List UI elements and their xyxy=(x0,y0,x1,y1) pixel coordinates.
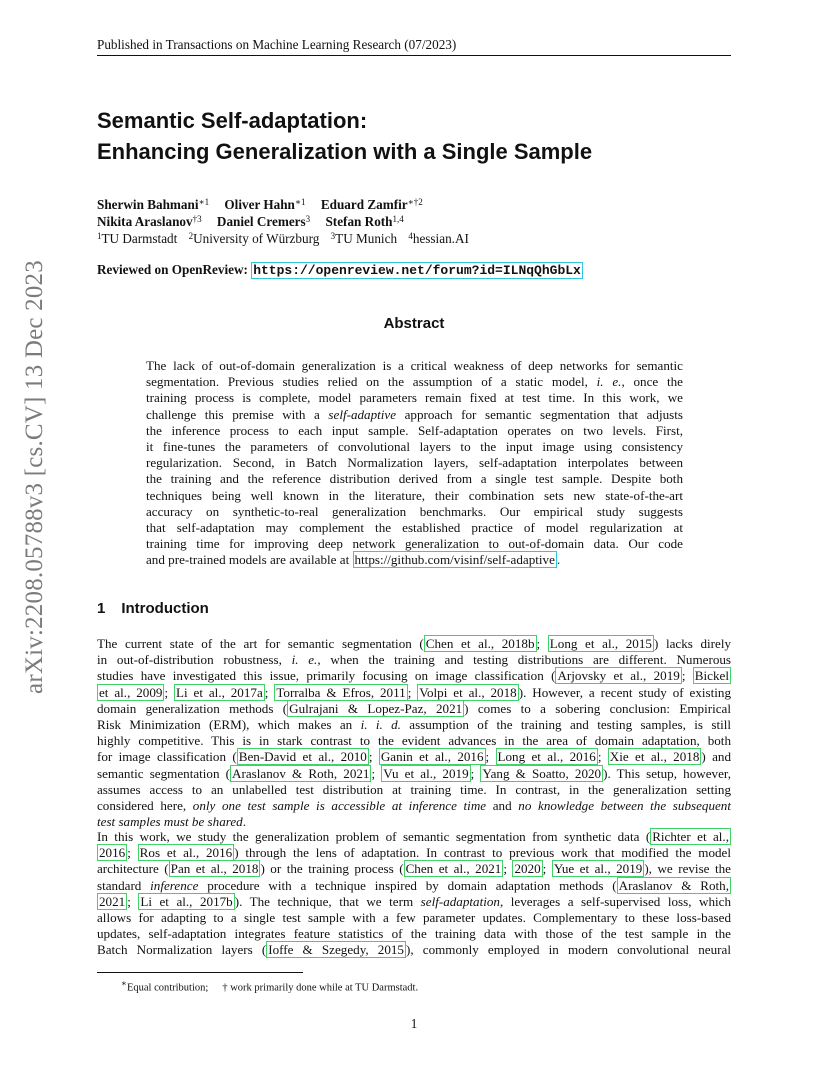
citation-link[interactable]: Volpi et al., 2018 xyxy=(419,684,517,700)
author-affiliation-mark: 1,4 xyxy=(392,214,404,224)
abstract-line: the training and the reference distribution derived from a single test sample. Despite both xyxy=(146,471,683,487)
author-affiliation-mark: ∗1 xyxy=(294,197,306,207)
abstract-line: regularization. Second, in Batch Normalization layers, self-adaptation interpolates between xyxy=(146,455,683,471)
text-run: studies have investigated this issue, primarily focusing on image classification ( xyxy=(97,668,556,684)
text-run: ) lacks direly xyxy=(653,636,732,651)
arxiv-sidebar xyxy=(19,260,52,694)
affiliation-mark: 4 xyxy=(408,231,413,241)
text-run: . xyxy=(242,814,247,830)
text-run: assumption of the training and testing samples, is still xyxy=(409,717,731,733)
abstract-heading: Abstract xyxy=(383,315,445,332)
citation-link[interactable]: Araslanov & Roth, 2021 xyxy=(232,765,370,781)
abstract-line: techniques being well known in the literature, their combination sets new state-of-the-art xyxy=(146,487,683,503)
author-name: Stefan Roth xyxy=(325,214,393,229)
author xyxy=(97,197,209,212)
citation-link[interactable]: Arjovsky et al., 2019 xyxy=(557,668,680,684)
text-run: ; xyxy=(681,668,693,684)
text-run: and pre-trained models are available at xyxy=(146,552,350,568)
text-run: ) or the training process ( xyxy=(260,861,404,877)
text-line xyxy=(97,701,731,717)
text-run: challenge this premise with a xyxy=(146,406,320,422)
author xyxy=(321,197,423,212)
affiliation-mark: 1 xyxy=(97,231,102,241)
affiliation xyxy=(189,231,320,246)
citation-link[interactable]: Long et al., 2016 xyxy=(497,749,596,765)
citation-link[interactable]: Ganin et al., 2016 xyxy=(380,749,484,765)
citation-link[interactable]: Chen et al., 2018b xyxy=(425,636,535,651)
text-line xyxy=(97,636,731,652)
text-run: , leverages a self-supervised loss, which xyxy=(499,893,731,909)
text-run: ). This setup, however, xyxy=(603,765,731,781)
affiliations xyxy=(97,230,731,247)
text-run: and xyxy=(492,798,512,814)
citation-link[interactable]: Araslanov & Roth, xyxy=(618,877,729,893)
author xyxy=(224,197,305,212)
citation-link[interactable]: Pan et al., 2018 xyxy=(170,861,259,877)
text-run: ; xyxy=(485,749,496,765)
italic-text: self-adaptive xyxy=(328,406,397,422)
author-name: Oliver Hahn xyxy=(224,197,295,212)
citation-link[interactable]: Bickel xyxy=(694,668,729,684)
review-line xyxy=(97,262,583,278)
text-run: for image classification ( xyxy=(97,749,237,765)
author-name: Nikita Araslanov xyxy=(97,214,193,229)
text-run: , once the xyxy=(621,374,683,390)
openreview-link[interactable]: https://openreview.net/forum?id=ILNqQhGbLx xyxy=(253,263,581,278)
footnote xyxy=(121,978,418,994)
text-line xyxy=(97,829,731,845)
citation-link[interactable]: 2021 xyxy=(99,893,126,909)
affiliation xyxy=(408,231,469,246)
italic-text: self-adaptation xyxy=(420,893,500,909)
text-line xyxy=(97,798,731,814)
text-line xyxy=(97,766,731,782)
text-run: ) comes to a sobering conclusion: Empirical xyxy=(464,700,731,716)
text-line: updates, self-adaptation integrates feature statistics of the training data with those of the test sample in the xyxy=(97,926,731,942)
italic-text: inference xyxy=(150,877,199,893)
affiliation-mark: 3 xyxy=(330,231,336,241)
text-run: ). However, a recent study of existing xyxy=(518,684,731,700)
footnote-mark: ∗ xyxy=(121,978,127,988)
abstract-body xyxy=(146,358,683,569)
affiliation-name: University of Würzburg xyxy=(193,231,320,246)
paper-title xyxy=(97,105,731,167)
code-repo-link[interactable]: https://github.com/visinf/self-adaptive xyxy=(354,552,555,568)
text-run: procedure with a technique inspired by domain adaptation methods ( xyxy=(207,877,617,893)
author-affiliation-mark: ∗1 xyxy=(198,197,210,207)
affiliation xyxy=(97,231,177,246)
text-run: segmentation. Previous studies relied on the assumption of a static model, xyxy=(146,374,588,390)
text-run: The current state of the art for semantic segmentation ( xyxy=(97,636,424,651)
abstract-line: the inference process to each input sample. Self-adaptation operates on two levels. First, xyxy=(146,422,683,438)
affiliation-name: TU Munich xyxy=(335,231,398,246)
text-run: ), we revise the xyxy=(644,861,731,877)
text-line xyxy=(97,894,731,910)
abstract-line xyxy=(146,407,683,423)
affiliation xyxy=(331,231,397,246)
text-line xyxy=(97,749,731,765)
text-run: ; xyxy=(164,684,174,700)
author-block xyxy=(97,196,731,247)
text-line xyxy=(97,814,731,830)
abstract-line xyxy=(146,552,683,568)
citation-link[interactable]: Ioffe & Szegedy, 2015 xyxy=(268,942,404,958)
text-run: ). The technique, that we term xyxy=(234,893,414,909)
italic-text: test samples must be shared xyxy=(97,814,243,830)
citation-link[interactable]: Ros et al., 2016 xyxy=(139,845,233,861)
footnote-text: Equal contribution; xyxy=(126,982,209,994)
text-run: . xyxy=(556,552,561,568)
text-line xyxy=(97,668,731,684)
text-line xyxy=(97,717,731,733)
citation-link[interactable]: Long et al., 2015 xyxy=(549,636,652,651)
author-affiliation-mark: ∗†2 xyxy=(407,197,423,207)
author-row-1 xyxy=(97,196,731,213)
header-rule xyxy=(97,55,731,56)
citation-link[interactable]: Li et al., 2017b xyxy=(140,893,233,909)
text-run: ; xyxy=(368,749,379,765)
text-line xyxy=(97,685,731,701)
author-name: Eduard Zamfir xyxy=(320,197,408,212)
text-run: semantic segmentation ( xyxy=(97,765,231,781)
italic-text: no knowledge between the subsequent xyxy=(518,798,731,814)
citation-link[interactable]: 2020 xyxy=(514,861,541,877)
citation-link[interactable]: Ben-David et al., 2010 xyxy=(238,749,367,765)
text-run: , when the training and testing distributions are different. Numerous xyxy=(317,652,732,668)
text-run: ; xyxy=(542,861,552,877)
section-title: Introduction xyxy=(121,600,209,617)
abstract-line: it fine-tunes the parameters of convolutional layers to the input image using consistency xyxy=(146,439,683,455)
author xyxy=(217,214,310,229)
abstract-line: training process is complete, model parameters remain fixed at test time. In this work, we xyxy=(146,390,683,406)
abstract-line: that self-adaptation may complement the established practice of model regularization at xyxy=(146,520,683,536)
text-run: domain generalization methods ( xyxy=(97,700,288,716)
citation-link[interactable]: Li et al., 2017a xyxy=(175,684,263,700)
text-run: Batch Normalization layers ( xyxy=(97,942,267,958)
footnote-rule xyxy=(97,972,303,973)
section-heading xyxy=(97,600,209,617)
citation-link[interactable]: et al., 2009 xyxy=(99,684,163,700)
text-line xyxy=(97,861,731,877)
text-run: ; xyxy=(597,749,608,765)
text-line xyxy=(97,878,731,894)
author xyxy=(97,214,202,229)
text-run: ; xyxy=(127,893,139,909)
author-affiliation-mark: †3 xyxy=(192,214,202,224)
affiliation-name: TU Darmstadt xyxy=(101,231,178,246)
section-number: 1 xyxy=(97,600,106,617)
text-line: highly competitive. This is in stark contrast to the evident advances in the area of domain adaptation, both xyxy=(97,733,731,749)
text-run: ; xyxy=(470,765,481,781)
title-line-1: Semantic Self-adaptation: xyxy=(97,108,368,133)
text-run: ) through the lens of adaptation. In contrast to previous work that modified the model xyxy=(234,845,731,861)
intro-paragraph-1 xyxy=(97,636,731,830)
text-run: ; xyxy=(536,636,548,651)
text-run: standard xyxy=(97,877,142,893)
italic-text: i. e. xyxy=(291,652,318,668)
abstract-line: accuracy on synthetic-to-real generalization benchmarks. Our empirical study suggests xyxy=(146,503,683,519)
italic-text: i. e. xyxy=(596,374,622,390)
footnote-text: † work primarily done while at TU Darmstadt. xyxy=(222,982,419,994)
citation-link[interactable]: Yue et al., 2019 xyxy=(553,861,643,877)
abstract-line xyxy=(146,374,683,390)
citation-link[interactable]: Vu et al., 2019 xyxy=(383,765,469,781)
intro-paragraph-2 xyxy=(97,829,731,959)
text-run: Risk Minimization (ERM), which makes an xyxy=(97,717,353,733)
citation-link[interactable]: 2016 xyxy=(99,845,126,861)
review-label: Reviewed on OpenReview: xyxy=(97,262,248,277)
text-line xyxy=(97,845,731,861)
text-run: ; xyxy=(264,684,275,700)
text-line xyxy=(97,942,731,958)
affiliation-mark: 2 xyxy=(188,231,194,241)
text-run: architecture ( xyxy=(97,861,169,877)
text-run: ), commonly employed in modern convolutional neural xyxy=(405,942,731,958)
abstract-line: training time for improving deep network generalization to out-of-domain data. Our code xyxy=(146,536,683,552)
text-run: ) and xyxy=(701,749,731,765)
affiliation-name: hessian.AI xyxy=(412,231,469,246)
citation-link[interactable]: Yang & Soatto, 2020 xyxy=(482,765,602,781)
text-run: considered here, xyxy=(97,798,187,814)
text-run: ; xyxy=(371,765,382,781)
abstract-line: The lack of out-of-domain generalization is a critical weakness of deep networks for semantic xyxy=(146,358,683,373)
italic-text: only one test sample is accessible at inference time xyxy=(192,798,487,814)
journal-header: Published in Transactions on Machine Learning Research (07/2023) xyxy=(97,37,457,52)
page-number: 1 xyxy=(410,1016,418,1031)
text-run: in out-of-distribution robustness, xyxy=(97,652,282,668)
arxiv-identifier: arXiv:2208.05788v3 [cs.CV] 13 Dec 2023 xyxy=(21,260,48,694)
italic-text: i. i. d. xyxy=(360,717,401,733)
citation-link[interactable]: Xie et al., 2018 xyxy=(609,749,700,765)
author-name: Daniel Cremers xyxy=(216,214,306,229)
text-run: In this work, we study the generalization problem of semantic segmentation from synthetic data ( xyxy=(97,829,651,844)
citation-link[interactable]: Richter et al., xyxy=(652,829,729,844)
author-affiliation-mark: 3 xyxy=(305,214,311,224)
citation-link[interactable]: Gulrajani & Lopez-Paz, 2021 xyxy=(289,700,463,716)
author-name: Sherwin Bahmani xyxy=(97,197,199,212)
author xyxy=(325,214,403,229)
text-line xyxy=(97,652,731,668)
citation-link[interactable]: Chen et al., 2021 xyxy=(405,861,502,877)
text-line: allows for adapting to a single test sample with a few parameter updates. Complementary to these loss-based xyxy=(97,910,731,926)
text-line: assumes access to an unlabelled test distribution at training time. In contrast, in the generalization setting xyxy=(97,781,731,797)
citation-link[interactable]: Torralba & Efros, 2011 xyxy=(276,684,406,700)
text-run: ; xyxy=(503,861,513,877)
text-run: ; xyxy=(407,684,418,700)
title-line-2: Enhancing Generalization with a Single Sample xyxy=(97,139,593,164)
text-run: approach for semantic segmentation that adjusts xyxy=(404,406,683,422)
author-row-2 xyxy=(97,213,731,230)
text-run: ; xyxy=(127,845,138,861)
